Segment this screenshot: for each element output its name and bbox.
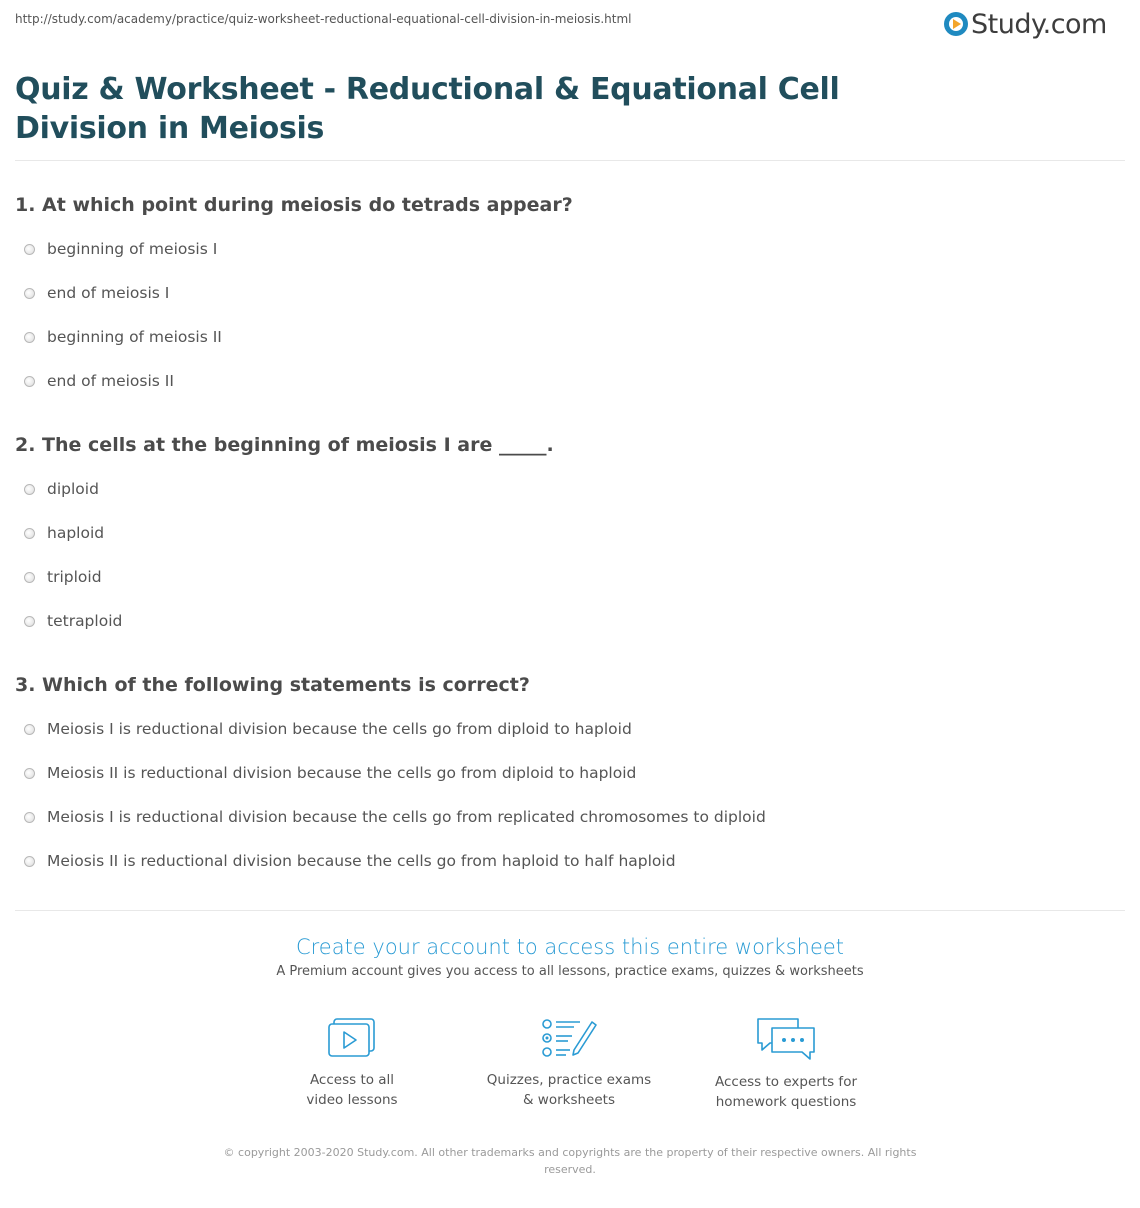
radio-button[interactable] <box>24 484 35 495</box>
answer-option[interactable] <box>24 371 174 391</box>
question-3: 3. Which of the following statements is correct? <box>15 674 530 696</box>
answer-label: Meiosis II is reductional division because the cells go from haploid to half haploid <box>47 852 676 870</box>
answer-option[interactable] <box>24 807 766 827</box>
premium-subtitle: A Premium account gives you access to all lessons, practice exams, quizzes & worksheets <box>276 964 864 979</box>
answer-option[interactable] <box>24 479 99 499</box>
feature-label-line2: & worksheets <box>522 1092 615 1108</box>
answer-option[interactable] <box>24 327 222 347</box>
answer-label: Meiosis II is reductional division because the cells go from diploid to haploid <box>47 764 637 782</box>
answer-option[interactable] <box>24 611 122 631</box>
radio-button[interactable] <box>24 572 35 583</box>
answer-option[interactable] <box>24 719 632 739</box>
title-divider <box>15 160 1125 161</box>
radio-button[interactable] <box>24 724 35 735</box>
answer-label: end of meiosis I <box>47 284 170 302</box>
answer-label: haploid <box>47 524 105 542</box>
page-title: Quiz & Worksheet - Reductional & Equational Cell Division in Meiosis <box>15 72 840 146</box>
feature-label-line2: homework questions <box>715 1094 857 1110</box>
feature-experts <box>686 1016 886 1112</box>
feature-video-lessons <box>252 1016 452 1110</box>
question-2: 2. The cells at the beginning of meiosis I are _____. <box>15 434 554 456</box>
logo-text: Study.com <box>971 8 1107 40</box>
answer-label: diploid <box>47 480 99 498</box>
answer-label: tetraploid <box>47 612 123 630</box>
radio-button[interactable] <box>24 288 35 299</box>
feature-quizzes <box>469 1016 669 1110</box>
radio-button[interactable] <box>24 856 35 867</box>
play-logo-icon <box>944 12 968 36</box>
feature-label-line1: Access to all <box>309 1072 395 1088</box>
video-lessons-icon <box>326 1016 378 1060</box>
answer-option[interactable] <box>24 283 169 303</box>
feature-label-line1: Quizzes, practice exams <box>486 1072 652 1088</box>
answer-label: Meiosis I is reductional division because the cells go from diploid to haploid <box>47 720 632 738</box>
radio-button[interactable] <box>24 376 35 387</box>
radio-button[interactable] <box>24 244 35 255</box>
question-1: 1. At which point during meiosis do tetrads appear? <box>15 194 573 216</box>
quiz-checklist-icon <box>540 1016 598 1060</box>
answer-label: Meiosis I is reductional division because the cells go from replicated chromosomes to diploid <box>47 808 766 826</box>
answer-option[interactable] <box>24 239 217 259</box>
answer-label: beginning of meiosis I <box>47 240 218 258</box>
radio-button[interactable] <box>24 332 35 343</box>
radio-button[interactable] <box>24 528 35 539</box>
study-logo[interactable] <box>944 6 1107 42</box>
answer-option[interactable] <box>24 763 636 783</box>
create-account-link[interactable]: Create your account to access this entire worksheet <box>295 935 845 959</box>
copyright-footer: © copyright 2003-2020 Study.com. All other trademarks and copyrights are the property of their respective owners. All rights reserved. <box>223 1146 917 1176</box>
chat-bubbles-icon <box>754 1016 818 1062</box>
radio-button[interactable] <box>24 616 35 627</box>
answer-label: beginning of meiosis II <box>47 328 222 346</box>
answer-label: end of meiosis II <box>47 372 174 390</box>
answer-option[interactable] <box>24 567 102 587</box>
page-url[interactable]: http://study.com/academy/practice/quiz-worksheet-reductional-equational-cell-division-in-meiosis.html <box>15 12 632 26</box>
feature-label-line2: video lessons <box>306 1092 398 1108</box>
section-divider <box>15 910 1125 911</box>
answer-label: triploid <box>47 568 102 586</box>
answer-option[interactable] <box>24 851 676 871</box>
radio-button[interactable] <box>24 812 35 823</box>
feature-label-line1: Access to experts for <box>714 1074 857 1090</box>
radio-button[interactable] <box>24 768 35 779</box>
answer-option[interactable] <box>24 523 104 543</box>
